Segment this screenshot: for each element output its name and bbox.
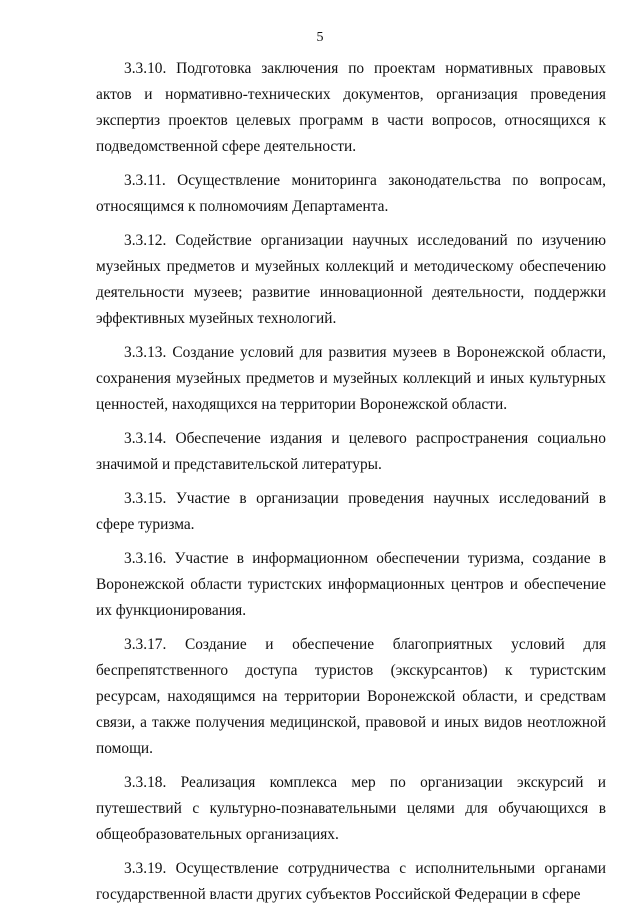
paragraph-3-3-18: 3.3.18. Реализация комплекса мер по организации экскурсий и путешествий с культурно-познавательными целями для обучающихся в общеобразовательных организациях.: [96, 774, 606, 843]
document-body: [96, 56, 606, 908]
paragraph-3-3-10: 3.3.10. Подготовка заключения по проектам нормативных правовых актов и нормативно-технических документов, организация проведения экспертиз проектов целевых программ в части вопросов, относящихся к подведомственной сфере деятельности.: [96, 60, 606, 155]
paragraph-3-3-16: 3.3.16. Участие в информационном обеспечении туризма, создание в Воронежской области туристских информационных центров и обеспечение их функционирования.: [96, 550, 606, 619]
paragraph-3-3-17: 3.3.17. Создание и обеспечение благоприятных условий для беспрепятственного доступа туристов (экскурсантов) к туристским ресурсам, находящимся на территории Воронежской области, и средствам связи, а также получения медицинской, правовой и иных видов неотложной помощи.: [96, 636, 606, 757]
page-number: 5: [316, 30, 324, 45]
paragraph-3-3-19: 3.3.19. Осуществление сотрудничества с исполнительными органами государственной власти других субъектов Российской Федерации в сфере: [96, 860, 606, 903]
paragraph-3-3-13: 3.3.13. Создание условий для развития музеев в Воронежской области, сохранения музейных предметов и музейных коллекций и иных культурных ценностей, находящихся на территории Воронежской области.: [96, 344, 606, 413]
paragraph-3-3-14: 3.3.14. Обеспечение издания и целевого распространения социально значимой и представительской литературы.: [96, 430, 606, 473]
paragraph-3-3-12: 3.3.12. Содействие организации научных исследований по изучению музейных предметов и музейных коллекций и методическому обеспечению деятельности музеев; развитие инновационной деятельности, поддержки эффективных музейных технологий.: [96, 232, 606, 327]
paragraph-3-3-15: 3.3.15. Участие в организации проведения научных исследований в сфере туризма.: [96, 490, 606, 533]
paragraph-3-3-11: 3.3.11. Осуществление мониторинга законодательства по вопросам, относящимся к полномочиям Департамента.: [96, 172, 606, 215]
